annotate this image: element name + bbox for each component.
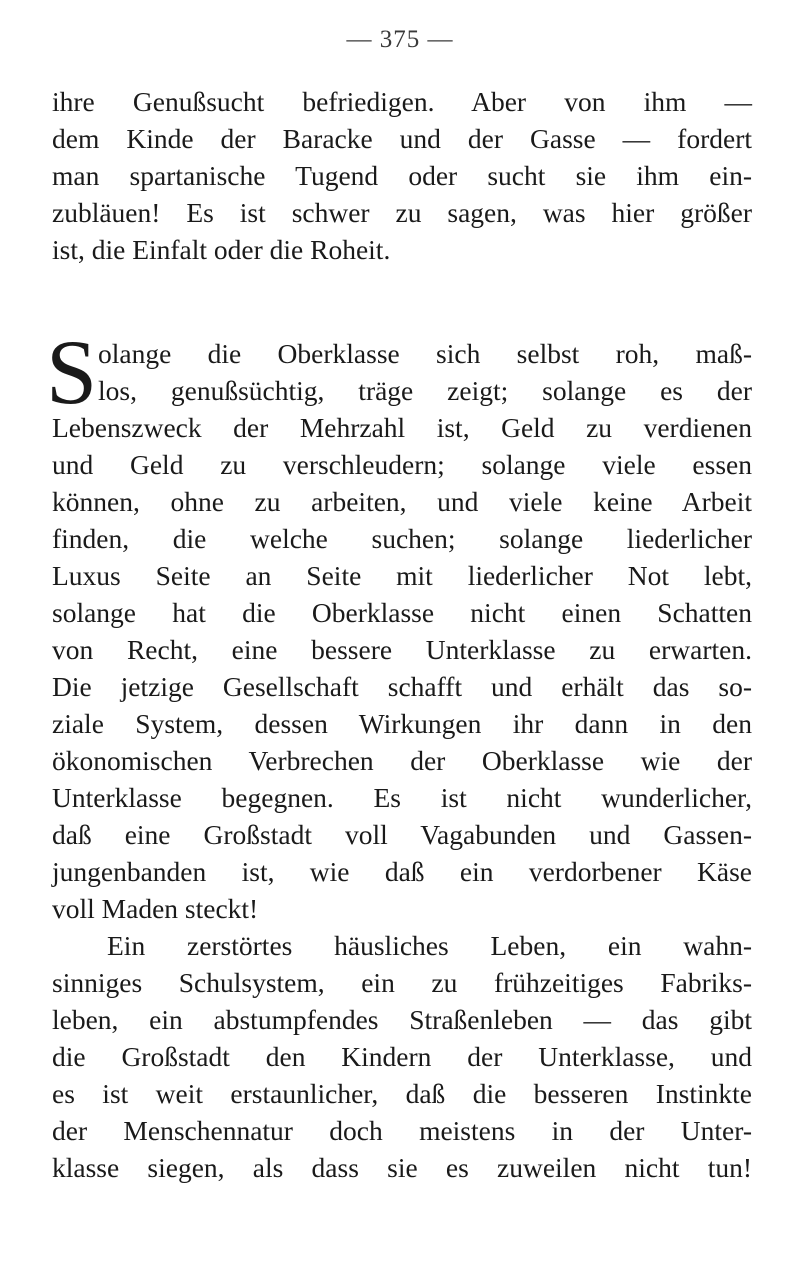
- text-line: ihre Genußsucht befriedigen. Aber von ihm —: [52, 86, 752, 117]
- text-line: solange hat die Oberklasse nicht einen Schatten: [52, 597, 752, 628]
- text-line: finden, die welche suchen; solange liederlicher: [52, 523, 752, 554]
- text-line: Ein zerstörtes häusliches Leben, ein wahn-: [107, 930, 752, 961]
- text-line: sinniges Schulsystem, ein zu frühzeitiges Fabriks-: [52, 967, 752, 998]
- text-line: die Großstadt den Kindern der Unterklasse, und: [52, 1041, 752, 1072]
- paragraph-2: [46, 321, 752, 1186]
- text-line: ist, die Einfalt oder die Roheit.: [52, 234, 391, 265]
- paragraph-1: [52, 83, 752, 268]
- text-line: können, ohne zu arbeiten, und viele keine Arbeit: [52, 486, 752, 517]
- text-line: Luxus Seite an Seite mit liederlicher Not lebt,: [52, 560, 752, 591]
- text-line: olange die Oberklasse sich selbst roh, maß-: [98, 338, 752, 369]
- text-line: voll Maden steckt!: [52, 893, 259, 924]
- page-number: — 375 —: [346, 26, 454, 53]
- drop-cap-initial: S: [46, 321, 98, 423]
- text-line: ökonomischen Verbrechen der Oberklasse wie der: [52, 745, 752, 776]
- text-line: Unterklasse begegnen. Es ist nicht wunderlicher,: [52, 782, 752, 813]
- text-line: zubläuen! Es ist schwer zu sagen, was hier größer: [52, 197, 752, 228]
- text-line: der Menschennatur doch meistens in der Unter-: [52, 1115, 752, 1146]
- text-line: es ist weit erstaunlicher, daß die besseren Instinkte: [52, 1078, 752, 1109]
- text-line: dem Kinde der Baracke und der Gasse — fordert: [52, 123, 752, 154]
- text-line: los, genußsüchtig, träge zeigt; solange es der: [98, 375, 752, 406]
- text-line: Die jetzige Gesellschaft schafft und erhält das so-: [52, 671, 752, 702]
- text-line: ziale System, dessen Wirkungen ihr dann in den: [52, 708, 752, 739]
- text-line: leben, ein abstumpfendes Straßenleben — das gibt: [52, 1004, 752, 1035]
- text-line: von Recht, eine bessere Unterklasse zu erwarten.: [52, 634, 752, 665]
- text-line: Lebenszweck der Mehrzahl ist, Geld zu verdienen: [52, 412, 752, 443]
- text-line: klasse siegen, als dass sie es zuweilen nicht tun!: [52, 1152, 752, 1183]
- text-line: man spartanische Tugend oder sucht sie ihm ein-: [52, 160, 752, 191]
- text-line: daß eine Großstadt voll Vagabunden und Gassen-: [52, 819, 752, 850]
- text-line: jungenbanden ist, wie daß ein verdorbener Käse: [52, 856, 752, 887]
- text-line: und Geld zu verschleudern; solange viele essen: [52, 449, 752, 480]
